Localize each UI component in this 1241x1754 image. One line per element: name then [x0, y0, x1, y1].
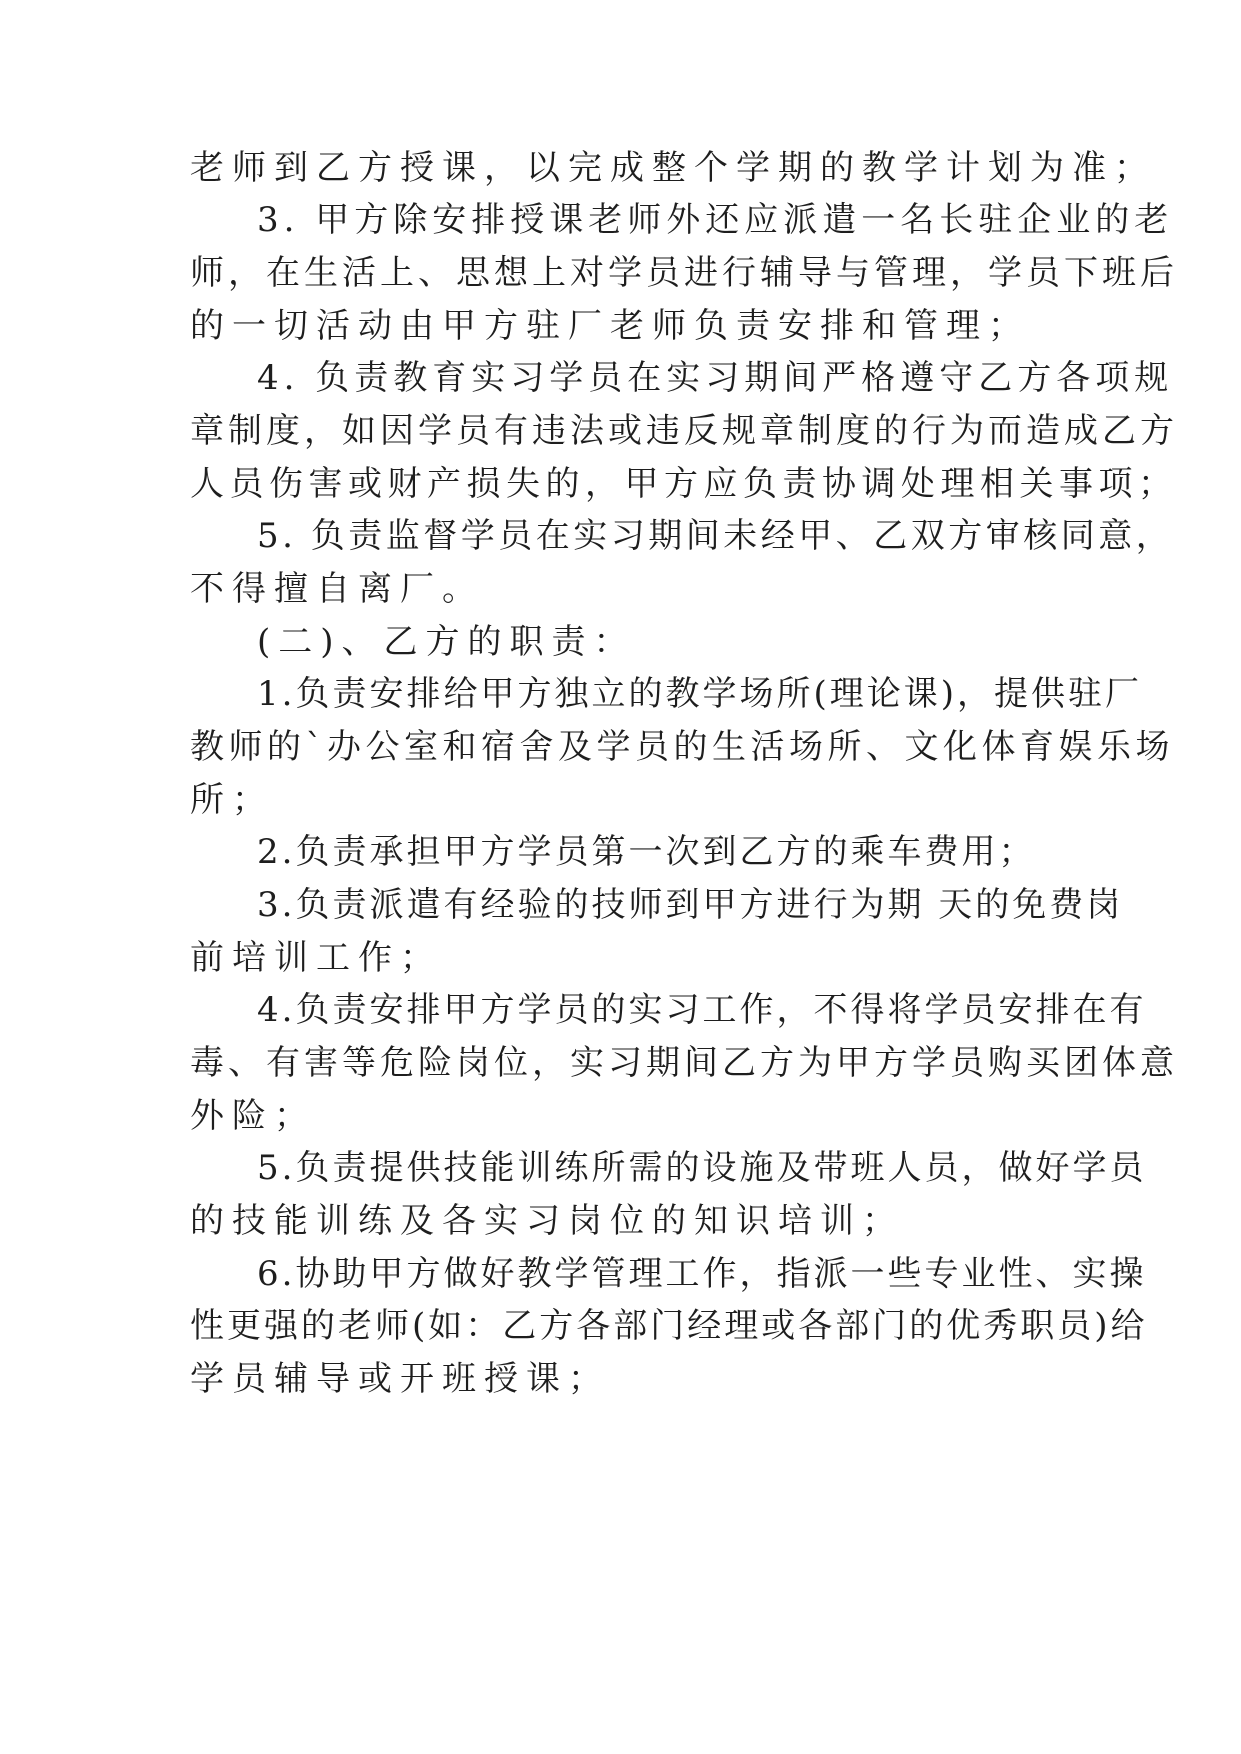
text-line-5: 4. 负责教育实习学员在实习期间严格遵守乙方各项规 — [257, 358, 1174, 398]
text-line-23: 性更强的老师(如：乙方各部门经理或各部门的优秀职员)给 — [190, 1306, 1148, 1346]
section-heading-party-b: (二)、乙方的职责： — [257, 622, 636, 662]
text-line-14: 2.负责承担甲方学员第一次到乙方的乘车费用； — [257, 832, 1036, 872]
text-line-17: 4.负责安排甲方学员的实习工作，不得将学员安排在有 — [257, 990, 1147, 1030]
text-line-16: 前培训工作； — [190, 938, 442, 978]
text-line-20: 5.负责提供技能训练所需的设施及带班人员，做好学员 — [257, 1148, 1147, 1188]
text-line-22: 6.协助甲方做好教学管理工作，指派一些专业性、实操 — [257, 1254, 1147, 1294]
text-line-15: 3.负责派遣有经验的技师到甲方进行为期 天的免费岗 — [257, 885, 1124, 925]
text-line-9: 不得擅自离厂。 — [190, 569, 484, 609]
text-line-8: 5. 负责监督学员在实习期间未经甲、乙双方审核同意， — [257, 516, 1174, 556]
text-line-19: 外险； — [190, 1096, 316, 1136]
text-line-6: 章制度，如因学员有违法或违反规章制度的行为而造成乙方 — [190, 411, 1178, 451]
text-line-18: 毒、有害等危险岗位，实习期间乙方为甲方学员购买团体意 — [190, 1043, 1178, 1083]
text-line-1: 老师到乙方授课，以完成整个学期的教学计划为准； — [190, 148, 1156, 188]
text-line-2: 3. 甲方除安排授课老师外还应派遣一名长驻企业的老 — [257, 200, 1174, 240]
text-line-13: 所； — [190, 780, 274, 820]
text-line-7: 人员伤害或财产损失的，甲方应负责协调处理相关事项； — [190, 464, 1178, 504]
text-line-12: 教师的`办公室和宿舍及学员的生活场所、文化体育娱乐场 — [190, 727, 1174, 767]
text-line-4: 的一切活动由甲方驻厂老师负责安排和管理； — [190, 306, 1030, 346]
text-line-11: 1.负责安排给甲方独立的教学场所(理论课)，提供驻厂 — [257, 674, 1142, 714]
text-line-24: 学员辅导或开班授课； — [190, 1359, 610, 1399]
text-line-3: 师，在生活上、思想上对学员进行辅导与管理，学员下班后 — [190, 253, 1178, 293]
text-line-21: 的技能训练及各实习岗位的知识培训； — [190, 1201, 904, 1241]
